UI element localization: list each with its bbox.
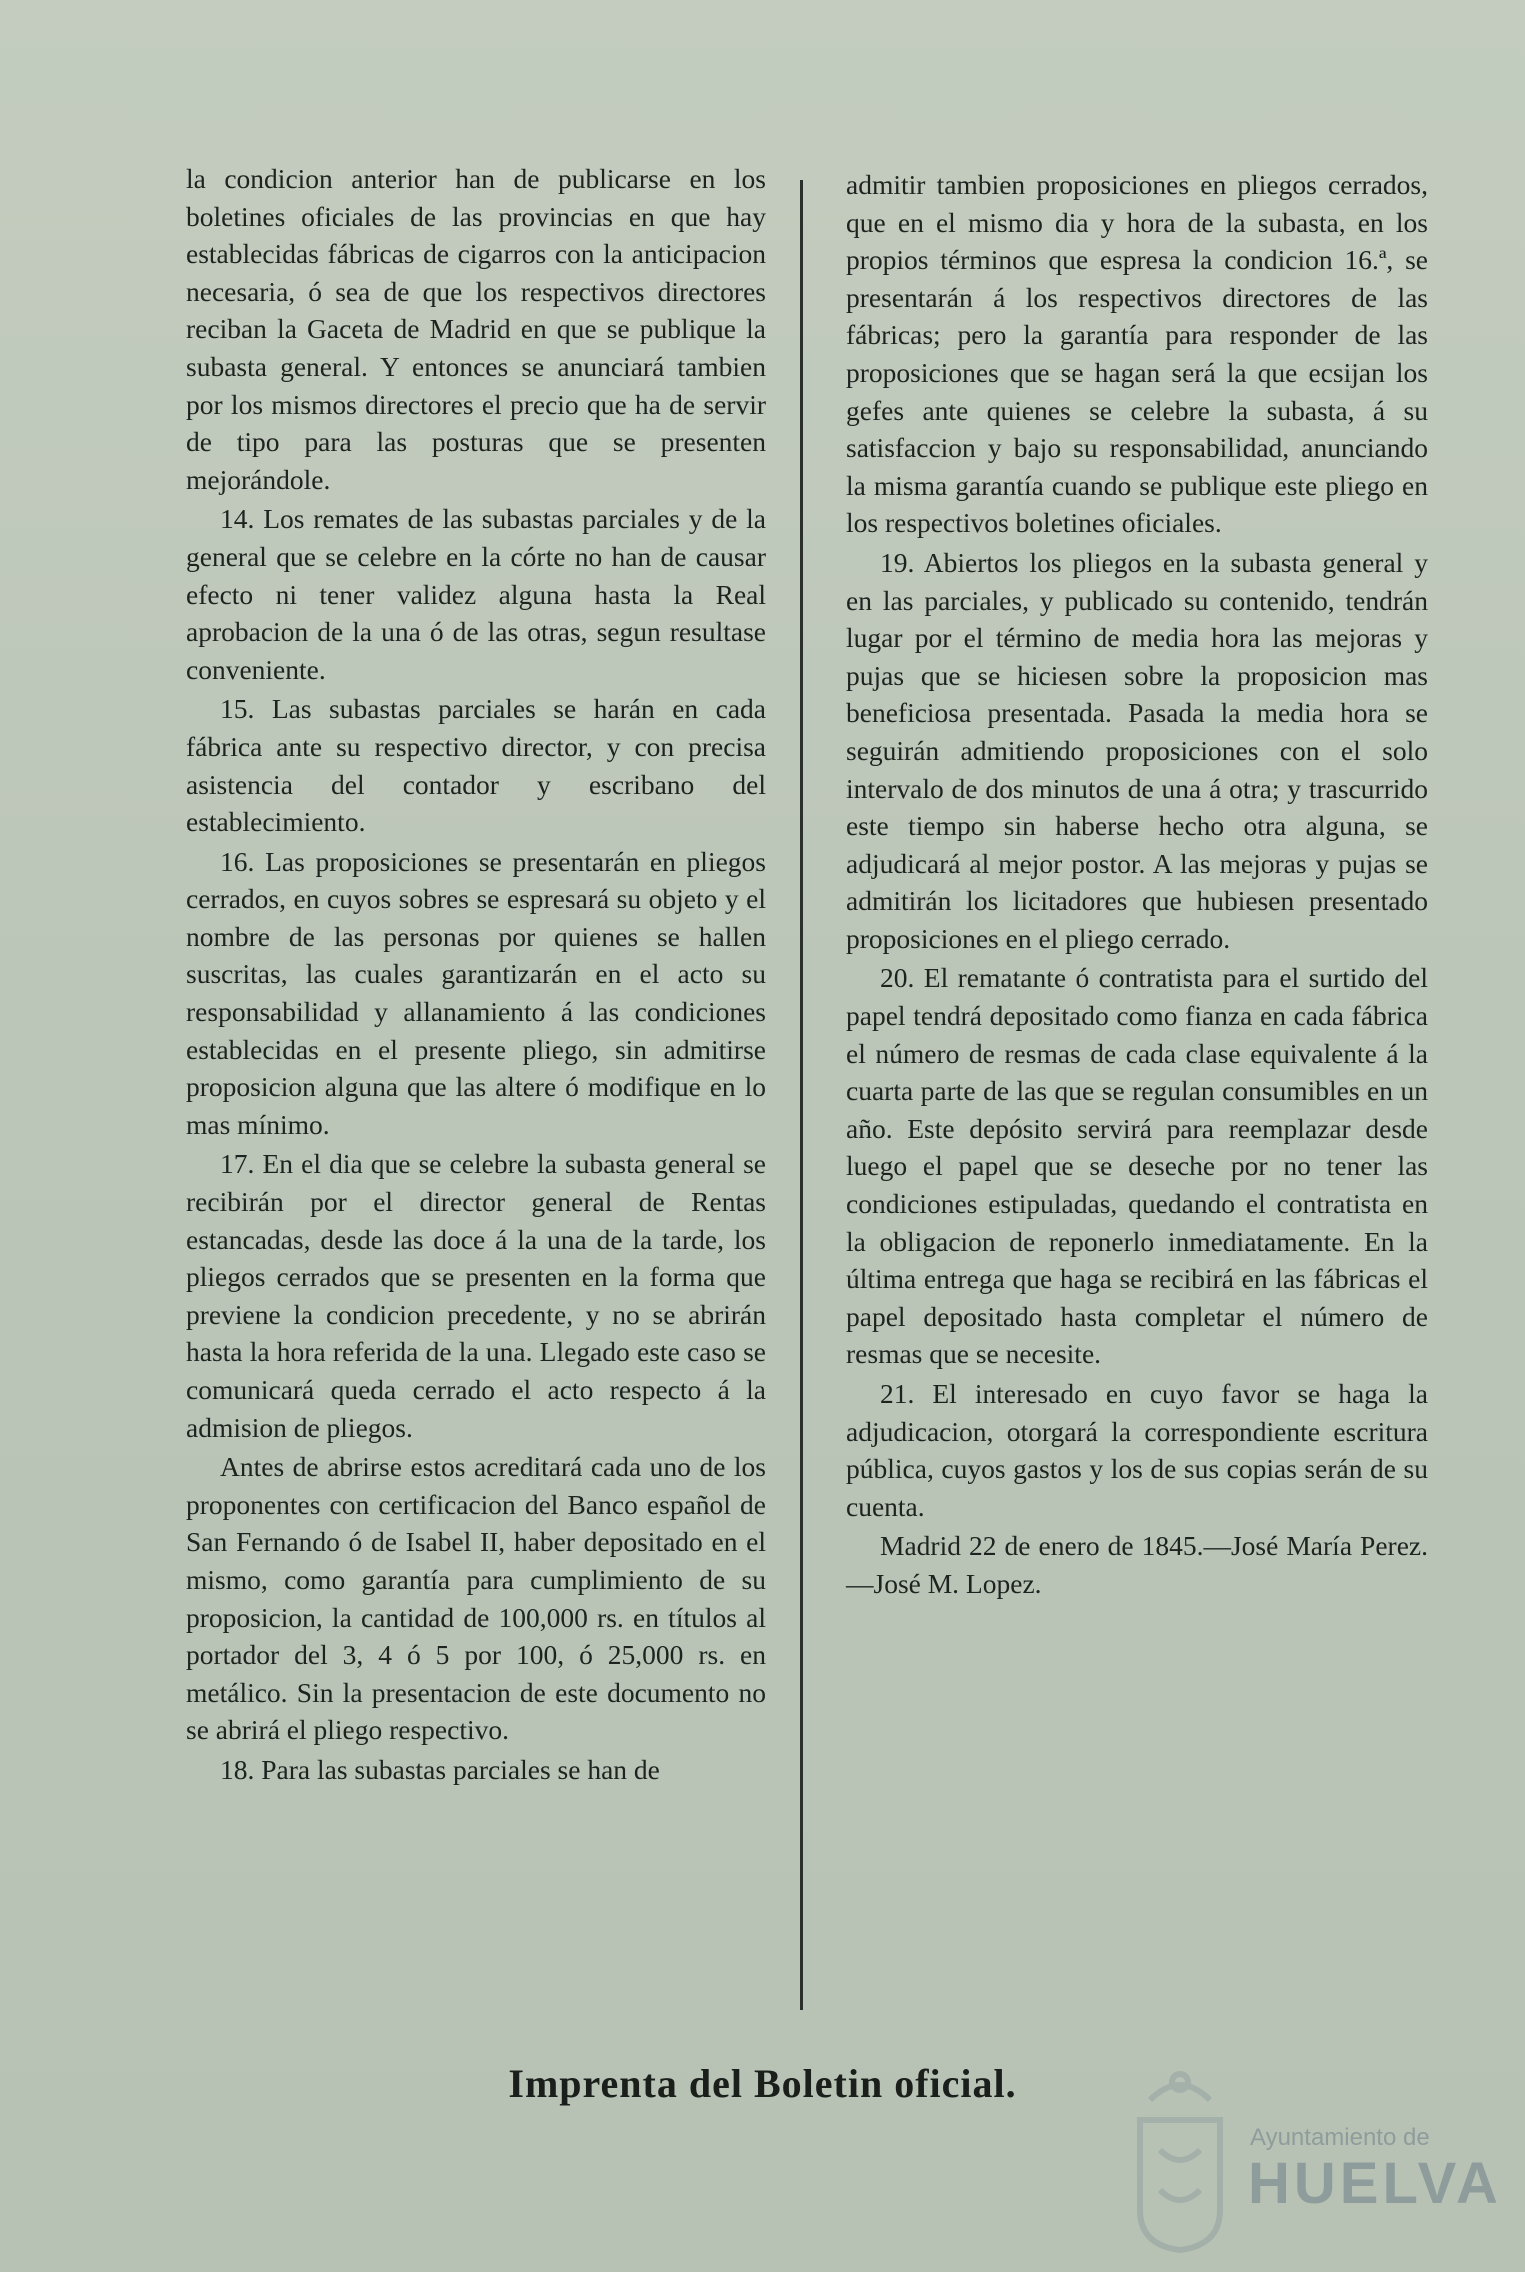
paragraph: Antes de abrirse estos acreditará cada uno de los proponentes con certificacion del Banco español de San Fernando ó de Isabel II, haber depositado en el mismo, como garantía para cumplimiento de su proposicion, la cantidad de 100,000 rs. en títulos al portador del 3, 4 ó 5 por 100, ó 25,000 rs. en metálico. Sin la presentacion de este documento no se abrirá el pliego respectivo. (186, 1451, 766, 1746)
paragraph-condition-19: 19. Abiertos los pliegos en la subasta general y en las parciales, y publicado su contenido, tendrán lugar por el término de media hora las mejoras y pujas que se hiciesen sobre la proposicion mas beneficiosa presentada. Pasada la media hora se seguirán admitiendo proposiciones con el solo intervalo de dos minutos de una á otra; y trascurrido este tiempo sin haberse hecho otra alguna, se adjudicará al mejor postor. A las mejoras y pujas se admitirán los licitadores que hubiesen presentado proposiciones en el pliego cerrado. (846, 546, 1428, 954)
printer-footer: Imprenta del Boletin oficial. (508, 2061, 1017, 2106)
paragraph-condition-17: 17. En el dia que se celebre la subasta general se recibirán por el director general de Rentas estancadas, desde las doce á la una de la tarde, los pliegos cerrados que se presenten en la forma que previene la condicion precedente, y no se abrirán hasta la hora referida de la una. Llegado este caso se comunicará queda cerrado el acto respecto á la admision de pliegos. (186, 1148, 766, 1443)
paragraph-condition-20: 20. El rematante ó contratista para el surtido del papel tendrá depositado como fianza en cada fábrica el número de resmas de cada clase equivalente á la cuarta parte de las que se regulan consumibles en un año. Este depósito servirá para reemplazar desde luego el papel que se deseche por no tener las condiciones estipuladas, quedando el contratista en la obligacion de reponerlo inmediatamente. En la última entrega que haga se recibirá en las fábricas el papel depositado hasta completar el número de resmas que se necesite. (846, 962, 1428, 1370)
paragraph-condition-21: 21. El interesado en cuyo favor se haga la adjudicacion, otorgará la correspondiente escritura pública, cuyos gastos y los de sus copias serán de su cuenta. (846, 1378, 1428, 1522)
paragraph-condition-18: 18. Para las subastas parciales se han de (220, 1753, 660, 1785)
watermark-line2: HUELVA (1248, 2151, 1502, 2216)
signature-line: Madrid 22 de enero de 1845.—José María Perez.—José M. Lopez. (846, 1530, 1428, 1599)
paragraph-condition-16: 16. Las proposiciones se presentarán en pliegos cerrados, en cuyos sobres se espresará su objeto y el nombre de las personas por quienes se hallen suscritas, las cuales garantizarán en el acto su responsabilidad y allanamiento á las condiciones establecidas en el presente pliego, sin admitirse proposicion alguna que las altere ó modifique en lo mas mínimo. (186, 845, 766, 1140)
column-divider (800, 180, 803, 2010)
watermark-line1: Ayuntamiento de (1250, 2124, 1430, 2151)
paragraph-condition-15: 15. Las subastas parciales se harán en cada fábrica ante su respectivo director, y con precisa asistencia del contador y escribano del establecimiento. (186, 693, 766, 838)
paragraph-condition-14: 14. Los remates de las subastas parciales y de la general que se celebre en la córte no han de causar efecto ni tener validez alguna hasta la Real aprobacion de la una ó de las otras, segun resultase conveniente. (186, 503, 766, 685)
right-column (846, 166, 1428, 1603)
paragraph: admitir tambien proposiciones en pliegos cerrados, que en el mismo dia y hora de la subasta, en los propios términos que espresa la condicion 16.ª, se presentarán á los respectivos directores de las fábricas; pero la garantía para responder de las proposiciones que se hagan será la que ecsijan los gefes ante quienes se celebre la subasta, á su satisfaccion y bajo su responsabilidad, anunciando la misma garantía cuando se publique este pliego en los respectivos boletines oficiales. (846, 169, 1428, 539)
paragraph: la condicion anterior han de publicarse en los boletines oficiales de las provincias en que hay establecidas fábricas de cigarros con la anticipacion necesaria, ó sea de que los respectivos directores reciban la Gaceta de Madrid en que se publique la subasta general. Y entonces se anunciará tambien por los mismos directores el precio que ha de servir de tipo para las posturas que se presenten mejorándole. (186, 163, 766, 495)
left-column (186, 160, 766, 1789)
